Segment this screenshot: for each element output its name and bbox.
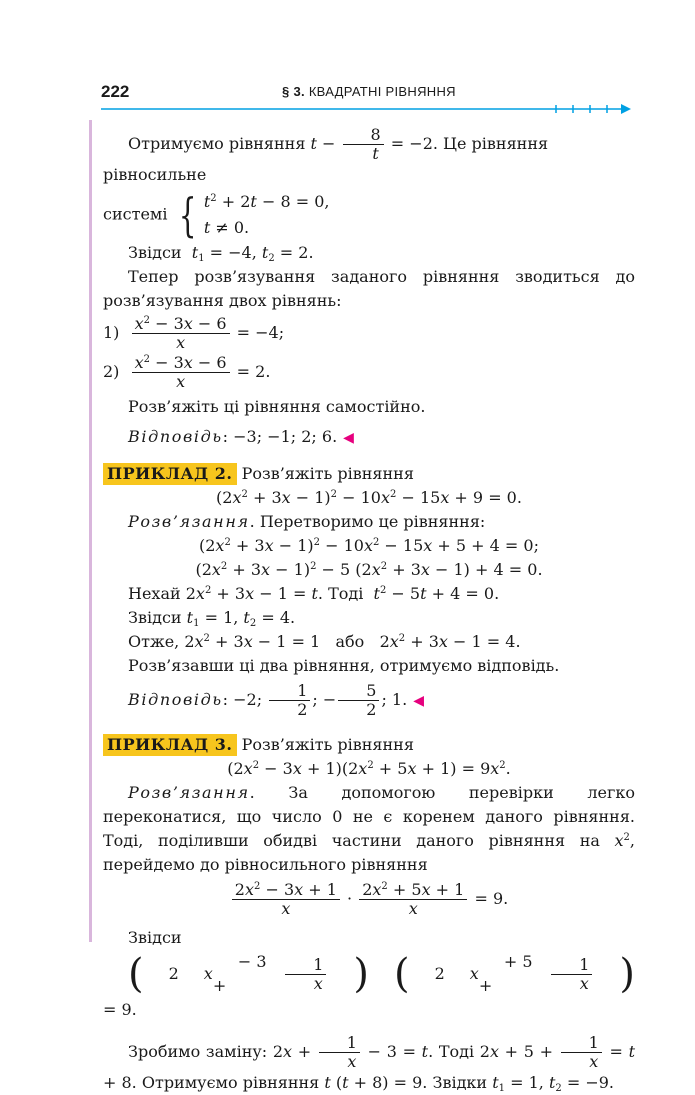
section-mark: § 3.: [282, 84, 305, 99]
end-marker-icon: ◀: [413, 693, 424, 709]
hence-equation: Звідси ( 2 x − 3 + $\frac{1}{x}$ ) ( 2 x + 5 + $\frac{1}{x}$ ) = 9.: [103, 928, 635, 1019]
text: Зробимо заміну:: [128, 1042, 268, 1061]
roots-line: Звідси $t_1 = 1$, $t_2 = 4$.: [128, 608, 296, 629]
system-line: [103, 189, 635, 241]
end-marker-icon: ◀: [343, 430, 354, 446]
text: . Це рівняння рівносильне: [103, 134, 549, 184]
substitution-line: Нехай $2x^2 + 3x - 1 = t$. Тоді $t^2 - 5t + 4 = 0$.: [128, 584, 500, 603]
example-3-equation: $(2x^2 - 3x + 1)(2x^2 + 5x + 1) = 9x^2$.: [227, 759, 511, 778]
header-arrow-line: [101, 103, 631, 115]
sidebar-accent-bar: [89, 120, 92, 942]
paragraph-reduces: Тепер розв’язування заданого рівняння зводиться до розв’язування двох рівнянь:: [103, 267, 635, 310]
text: Розв’яжіть рівняння: [236, 735, 414, 754]
page-number: 222: [101, 82, 130, 101]
text: . Перетворимо це рівняння:: [249, 512, 486, 531]
text: Отже,: [128, 632, 180, 651]
example-2-solution: [103, 510, 635, 534]
text: Отримуємо рівняння: [128, 134, 311, 153]
answer-values: : −3; −1; 2; 6.: [222, 427, 338, 446]
answer-label: Відповідь: [128, 427, 223, 446]
answer-2: Відповідь: −2; $\frac{1}{2}$ ; − $\frac{5}{2}$ ; 1. ◀: [128, 681, 424, 719]
example-2-heading: [103, 462, 635, 486]
formula: t − $\frac{8}{t}$ = −2: [310, 125, 433, 163]
text: Отримуємо рівняння: [141, 1073, 320, 1092]
answer-label: Відповідь: [128, 690, 223, 709]
solved-line: Розв’язавши ці два рівняння, отримуємо відповідь.: [128, 656, 560, 675]
transform-line-1: $(2x^2 + 3x - 1)^2 - 10x^2 - 15x + 5 + 4 = 0$;: [199, 536, 539, 555]
text: Звідси: [128, 928, 182, 947]
example-3-badge: ПРИКЛАД 3.: [103, 734, 237, 756]
solution-label: Розв’язання: [128, 512, 250, 531]
text: Звідки: [432, 1073, 488, 1092]
text: Звідси: [128, 608, 182, 627]
substitution-paragraph: Зробимо заміну: 2x + $\frac{1}{x}$ − 3 = t. Тоді 2x + 5 + $\frac{1}{x}$ = t + 8. Отримуємо рівняння t (t + 8) = 9. Звідки $t_1 = 1$, $t_2 = -9$.: [103, 1033, 635, 1094]
section-title: КВАДРАТНІ РІВНЯННЯ: [308, 84, 456, 99]
text: Звідси: [128, 243, 182, 262]
running-header: [282, 84, 456, 99]
system-of-equations: { $t^2 + 2t - 8 = 0$, t ≠ 0.: [178, 188, 330, 242]
paragraph-roots-t: Звідси $t_1 = -4$, $t_2 = 2$.: [128, 243, 314, 264]
paragraph-solve-yourself: Розв’яжіть ці рівняння самостійно.: [128, 397, 426, 416]
equation-2: 2) $\frac{x^2 - 3x - 6}{x}$ = 2.: [103, 353, 271, 391]
example-3-solution: Розв’язання. За допомогою перевірки легко переконатися, що число 0 не є коренем даного рівняння. Тоді, поділивши обидві частини даного рівняння на $x^2$, перейдемо до рівносильного рівняння: [103, 783, 635, 874]
example-3-heading: [103, 733, 635, 757]
example-2-equation: $(2x^2 + 3x - 1)^2 - 10x^2 - 15x + 9 = 0$.: [216, 488, 522, 507]
equation-1: 1) $\frac{x^2 - 3x - 6}{x}$ = −4;: [103, 314, 285, 352]
text: або: [335, 632, 365, 651]
text: Тоді: [328, 584, 364, 603]
equivalent-equation: $\frac{2x^2 - 3x + 1}{x}$ · $\frac{2x^2 + 5x + 1}{x}$ = 9.: [103, 881, 635, 918]
transform-line-2: $(2x^2 + 3x - 1)^2 - 5$ $(2x^2 + 3x - 1) + 4 = 0$.: [195, 560, 543, 579]
page-content: [103, 122, 635, 1095]
example-2-badge: ПРИКЛАД 2.: [103, 463, 237, 485]
text: . За допомогою перевірки легко переконатися, що число 0 не є коренем даного рівняння. Тоді, поділивши обидві частини даного рівняння на: [103, 783, 635, 850]
text: Розв’яжіть рівняння: [236, 464, 414, 483]
text: Нехай: [128, 584, 181, 603]
paragraph-equation-t: [103, 126, 635, 187]
text: , перейдемо до рівносильного рівняння: [103, 831, 635, 874]
solution-label: Розв’язання: [128, 783, 250, 802]
text: системі: [103, 204, 168, 224]
so-line: Отже, $2x^2 + 3x - 1 = 1$ або $2x^2 + 3x - 1 = 4$.: [128, 632, 521, 651]
answer-1: [103, 425, 635, 450]
text: Тоді: [438, 1042, 475, 1061]
